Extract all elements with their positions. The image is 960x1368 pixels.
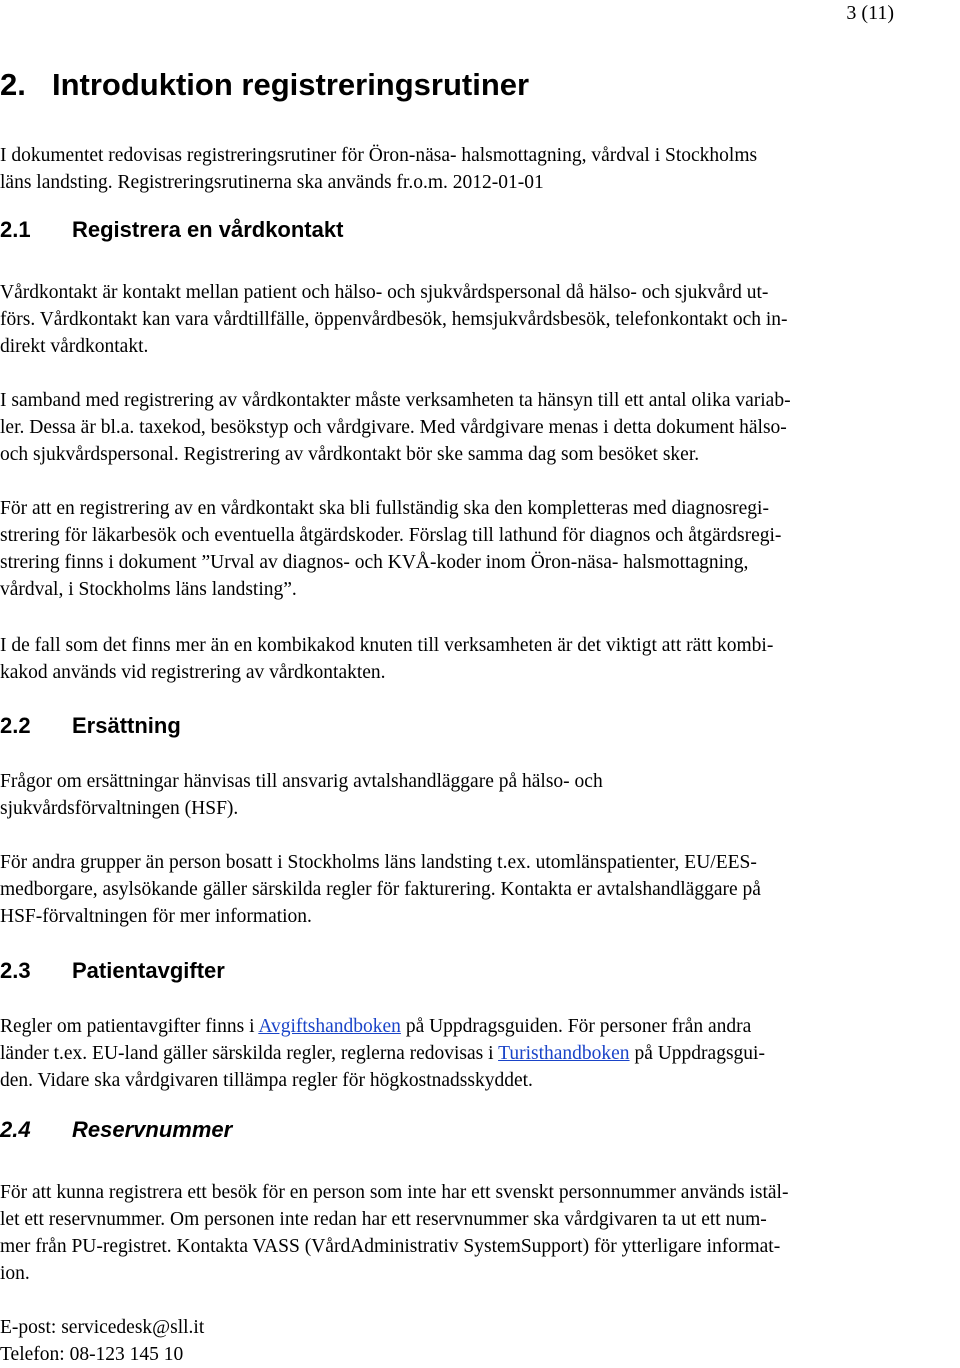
footer-phone: Telefon: 08-123 145 10 — [0, 1344, 184, 1365]
turisthandboken-link[interactable]: Turisthandboken — [498, 1043, 630, 1064]
section-2-3-text-a: Regler om patientavgifter finns i — [0, 1016, 259, 1037]
section-2-4-paragraph-1: För att kunna registrera ett besök för en person som inte har ett svenskt personnummer används istäl- let ett reservnummer. Om personen inte redan har ett reservnummer ska vårdgivaren ta ut ett num- mer från PU-registret. Kontakta VASS (VårdAdministrativ SystemSupport) för ytterligare informat- ion. — [0, 1182, 789, 1284]
section-2-1-paragraph-3: För att en registrering av en vårdkontakt ska bli fullständig ska den kompletteras med diagnosregi- strering för läkarbesök och eventuella åtgärdskoder. Förslag till lathund för diagnos och åtgärdsregi- strering finns i dokument ”Urval av diagnos- och KVÅ-koder inom Öron-näsa- halsmottagning, vårdval, i Stockholms läns landsting”. — [0, 498, 782, 600]
section-2-2-heading — [0, 712, 181, 740]
avgiftshandboken-link[interactable]: Avgiftshandboken — [258, 1016, 401, 1037]
section-2-3-title: Patientavgifter — [72, 958, 225, 983]
section-2-title: Introduktion registreringsrutiner — [52, 67, 530, 102]
section-2-2-paragraph-1: Frågor om ersättningar hänvisas till ansvarig avtalshandläggare på hälso- och sjukvårdsförvaltningen (HSF). — [0, 771, 603, 819]
section-2-4-number: 2.4 — [0, 1117, 31, 1142]
section-2-1-paragraph-2: I samband med registrering av vårdkontakter måste verksamheten ta hänsyn till ett antal olika variab- ler. Dessa är bl.a. taxekod, besökstyp och vårdgivare. Med vårdgivare menas i detta dokument hälso- och sjukvårdspersonal. Registrering av vårdkontakt bör ske samma dag som besöket sker. — [0, 390, 791, 465]
section-2-1-paragraph-4: I de fall som det finns mer än en kombikakod knuten till verksamheten är det viktigt att rätt kombi- kakod används vid registrering av vårdkontakten. — [0, 635, 774, 683]
section-2-3-heading — [0, 957, 225, 985]
section-2-1-paragraph-1: Vårdkontakt är kontakt mellan patient och hälso- och sjukvårdspersonal då hälso- och sjukvård ut- förs. Vårdkontakt kan vara vårdtillfälle, öppenvårdbesök, hemsjukvårdsbesök, telefonkontakt och in- direkt vårdkontakt. — [0, 282, 788, 357]
section-2-3-number: 2.3 — [0, 958, 31, 983]
footer-email: E-post: servicedesk@sll.it — [0, 1317, 205, 1338]
section-2-heading — [0, 66, 529, 104]
section-2-2-paragraph-2: För andra grupper än person bosatt i Stockholms läns landsting t.ex. utomlänspatienter, EU/EES- medborgare, asylsökande gäller särskilda regler för fakturering. Kontakta er avtalshandläggare på HSF-förvaltningen för mer information. — [0, 852, 761, 927]
section-2-4-title: Reservnummer — [72, 1117, 233, 1142]
section-2-2-title: Ersättning — [72, 713, 181, 738]
section-2-1-heading — [0, 216, 343, 244]
section-2-3-text-b: på Uppdragsguiden. För personer från andra länder t.ex. EU-land gäller särskilda regler, reglerna redovisas i — [0, 1016, 752, 1064]
section-2-3-text-c: på Uppdragsgui- den. Vidare ska vårdgivaren tillämpa regler för högkostnadsskyddet. — [0, 1043, 765, 1091]
section-2-3-paragraph-1 — [0, 1013, 950, 1094]
section-2-intro: I dokumentet redovisas registreringsrutiner för Öron-näsa- halsmottagning, vårdval i Stockholms läns landsting. Registreringsrutinerna ska används fr.o.m. 2012-01-01 — [0, 145, 758, 193]
section-2-1-number: 2.1 — [0, 217, 31, 242]
section-2-2-number: 2.2 — [0, 713, 31, 738]
section-2-1-title: Registrera en vårdkontakt — [72, 217, 344, 242]
page-number: 3 (11) — [846, 2, 894, 24]
section-2-number: 2. — [0, 67, 26, 102]
section-2-4-heading — [0, 1116, 232, 1144]
